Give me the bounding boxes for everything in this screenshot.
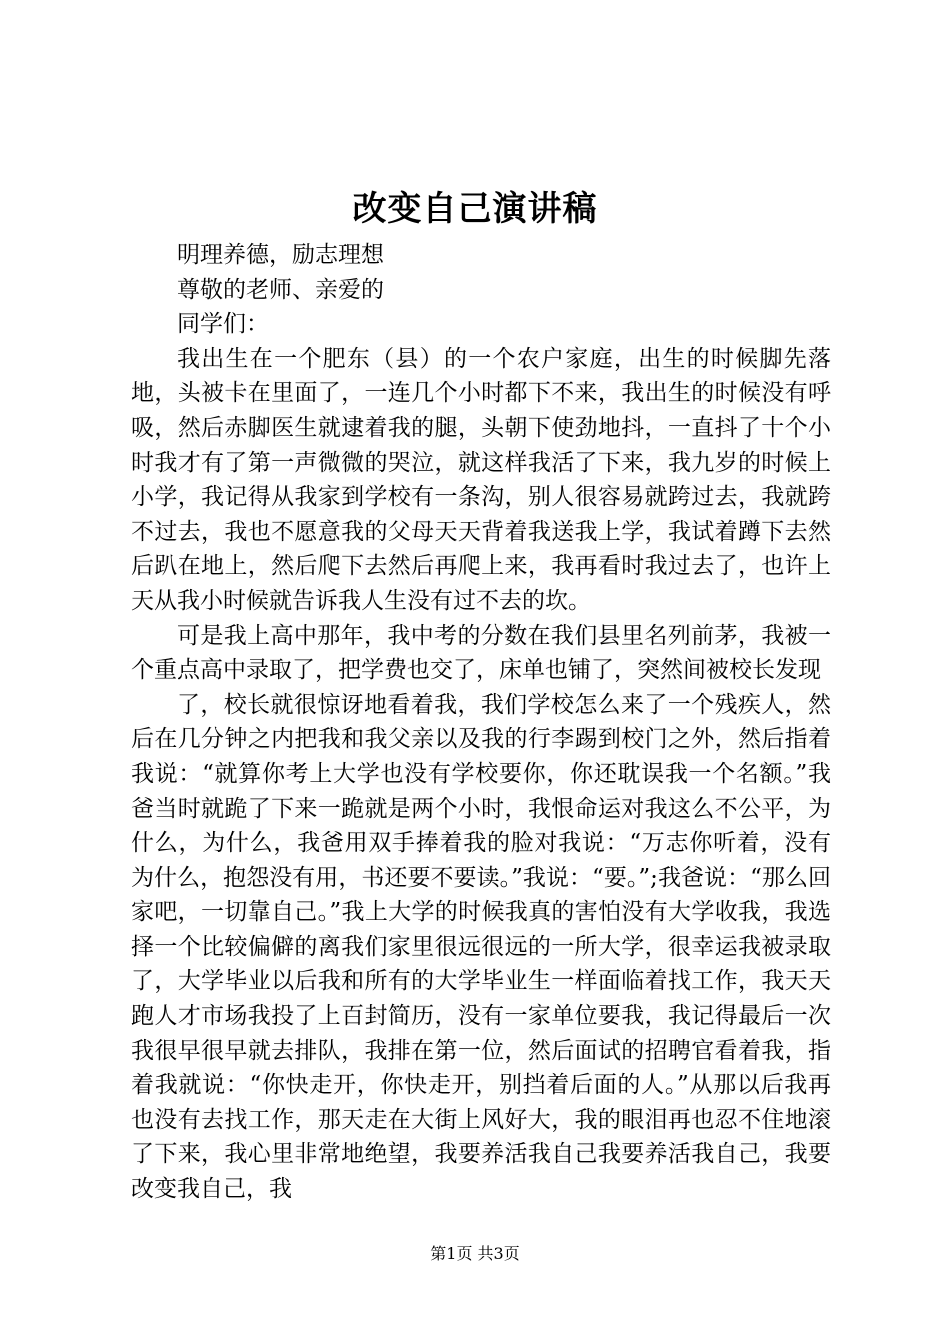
- document-body: [131, 238, 831, 1207]
- paragraph-high-school: 可是我上高中那年，我中考的分数在我们县里名列前茅，我被一个重点高中录取了，把学费也交了，床单也铺了，突然间被校长发现: [131, 622, 831, 684]
- paragraph-rejection: 了，校长就很惊讶地看着我，我们学校怎么来了一个残疾人，然后在几分钟之内把我和我父亲以及我的行李踢到校门之外，然后指着我说：“就算你考上大学也没有学校要你，你还耽误我一个名额。”我爸当时就跪了下来一跪就是两个小时，我恨命运对我这么不公平，为什么，为什么，我爸用双手捧着我的脸对我说：“万志你听着，没有为什么，抱怨没有用，书还要不要读。”我说：“要。”;我爸说：“那么回家吧，一切靠自己。”我上大学的时候我真的害怕没有大学收我，我选择一个比较偏僻的离我们家里很远很远的一所大学，很幸运我被录取了，大学毕业以后我和所有的大学毕业生一样面临着找工作，我天天跑人才市场我投了上百封简历，没有一家单位要我，我记得最后一次我很早很早就去排队，我排在第一位，然后面试的招聘官看着我，指着我就说：“你快走开，你快走开，别挡着后面的人。”从那以后我再也没有去找工作，那天走在大街上风好大，我的眼泪再也忍不住地滚了下来，我心里非常地绝望，我要养活我自己我要养活我自己，我要改变我自己，我: [131, 691, 831, 1203]
- paragraph-motto: 明理养德，励志理想: [177, 242, 384, 268]
- document-title: 改变自己演讲稿: [352, 189, 598, 229]
- page-footer: 第1页 共3页: [430, 1244, 520, 1263]
- paragraph-childhood: 我出生在一个肥东（县）的一个农户家庭，出生的时候脚先落地，头被卡在里面了，一连几个小时都下不来，我出生的时候没有呼吸，然后赤脚医生就逮着我的腿，头朝下使劲地抖，一直抖了十个小时我才有了第一声微微的哭泣，就这样我活了下来，我九岁的时候上小学，我记得从我家到学校有一条沟，别人很容易就跨过去，我就跨不过去，我也不愿意我的父母天天背着我送我上学，我试着蹲下去然后趴在地上，然后爬下去然后再爬上来，我再看时我过去了，也许上天从我小时候就告诉我人生没有过不去的坎。: [131, 345, 831, 614]
- paragraph-salutation: 尊敬的老师、亲爱的: [177, 276, 384, 303]
- paragraph-salutation-cont: 同学们：: [177, 311, 269, 338]
